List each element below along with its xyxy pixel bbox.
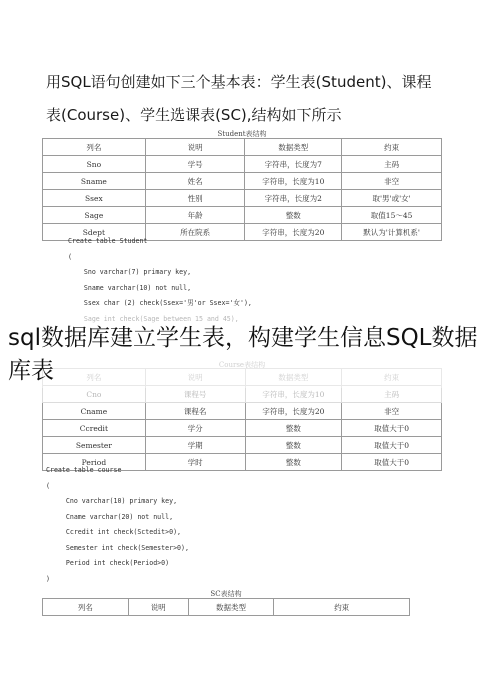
intro-line: 用SQL语句创建如下三个基本表：学生表(Student)、课程 [46, 73, 432, 91]
overlay-title: sql数据库建立学生表，构建学生信息SQL数据库表 [8, 322, 488, 388]
code-line: Sno varchar(7) primary key, [68, 268, 192, 276]
table-row [43, 207, 442, 224]
header-cell: 列名 [43, 139, 146, 156]
sc-table [42, 598, 410, 616]
header-cell: 数据类型 [245, 139, 342, 156]
table-cell: Sno [43, 156, 146, 173]
table-row [43, 403, 442, 420]
table-header-row [43, 599, 410, 616]
code-line: Create table Student [68, 237, 148, 245]
table-cell: 取'男'或'女' [342, 190, 442, 207]
table-cell: 字符串，长度为10 [245, 173, 342, 190]
intro-paragraph [46, 66, 466, 132]
code-line: ) [46, 574, 50, 583]
table-cell: 学时 [145, 454, 245, 471]
table-cell: 字符串，长度为20 [245, 224, 342, 241]
course-create-code [46, 463, 189, 587]
header-cell: 数据类型 [188, 599, 274, 616]
table-cell: Cname [43, 403, 146, 420]
header-cell: 约束 [274, 599, 410, 616]
code-line: Semester int check(Semester>0), [50, 543, 189, 552]
table-cell: 字符串，长度为10 [245, 386, 342, 403]
table-cell: 默认为'计算机系' [342, 224, 442, 241]
table-cell: 姓名 [145, 173, 245, 190]
table-row [43, 173, 442, 190]
table-cell: 整数 [245, 437, 342, 454]
table-header-row [43, 139, 442, 156]
student-create-code [68, 234, 252, 327]
table-cell: 所在院系 [145, 224, 245, 241]
table-cell: Sname [43, 173, 146, 190]
table-cell: 字符串，长度为7 [245, 156, 342, 173]
table-cell: Ccredit [43, 420, 146, 437]
table-cell: 取值大于0 [342, 437, 442, 454]
table-cell: Sdept [43, 224, 146, 241]
code-line: Ssex char (2) check(Ssex='男'or Ssex='女'), [68, 299, 252, 307]
table-cell: 主码 [342, 156, 442, 173]
table-cell: 非空 [342, 403, 442, 420]
table-cell: 学期 [145, 437, 245, 454]
header-cell: 约束 [342, 369, 442, 386]
code-line: Ccredit int check(Sctedit>0), [50, 528, 182, 536]
table-cell: Semester [43, 437, 146, 454]
table-cell: Ssex [43, 190, 146, 207]
table-cell: 取值15～45 [342, 207, 442, 224]
table-cell: 取值大于0 [342, 420, 442, 437]
table-cell: Sage [43, 207, 146, 224]
course-table-caption: Course表结构 [218, 361, 266, 369]
code-line: Cname varchar(20) not null, [50, 512, 174, 521]
table-row [43, 156, 442, 173]
table-cell: 非空 [342, 173, 442, 190]
table-cell: 年龄 [145, 207, 245, 224]
table-cell: 课程号 [145, 386, 245, 403]
code-line: Sage int check(Sage between 15 and 45), [68, 314, 239, 323]
table-row [43, 190, 442, 207]
code-line: Cno varchar(10) primary key, [50, 497, 178, 505]
code-line: Sname varchar(10) not null, [68, 283, 192, 292]
table-cell: Cno [43, 386, 146, 403]
table-cell: 性别 [145, 190, 245, 207]
code-line: Period int check(Period>0) [50, 559, 170, 567]
table-cell: Period [43, 454, 146, 471]
table-cell: 学号 [145, 156, 245, 173]
table-cell: 整数 [245, 420, 342, 437]
student-table-caption: Student表结构 [217, 130, 267, 138]
code-line: Create table course [46, 466, 122, 474]
table-cell: 学分 [145, 420, 245, 437]
table-cell: 取值大于0 [342, 454, 442, 471]
table-row [43, 420, 442, 437]
header-cell: 说明 [145, 369, 245, 386]
code-line: ( [46, 481, 50, 490]
header-cell: 列名 [43, 369, 146, 386]
table-cell: 主码 [342, 386, 442, 403]
header-cell: 说明 [145, 139, 245, 156]
intro-line: 表(Course)、学生选课表(SC),结构如下所示 [46, 106, 342, 124]
table-cell: 整数 [245, 207, 342, 224]
table-row [43, 437, 442, 454]
sc-table-caption: SC表结构 [210, 590, 242, 598]
code-line: ( [68, 252, 72, 261]
header-cell: 说明 [128, 599, 188, 616]
header-cell: 约束 [342, 139, 442, 156]
header-cell: 列名 [43, 599, 129, 616]
table-cell: 字符串，长度为2 [245, 190, 342, 207]
table-row [43, 386, 442, 403]
table-cell: 整数 [245, 454, 342, 471]
header-cell: 数据类型 [245, 369, 342, 386]
table-cell: 字符串，长度为20 [245, 403, 342, 420]
student-table [42, 138, 442, 241]
table-cell: 课程名 [145, 403, 245, 420]
